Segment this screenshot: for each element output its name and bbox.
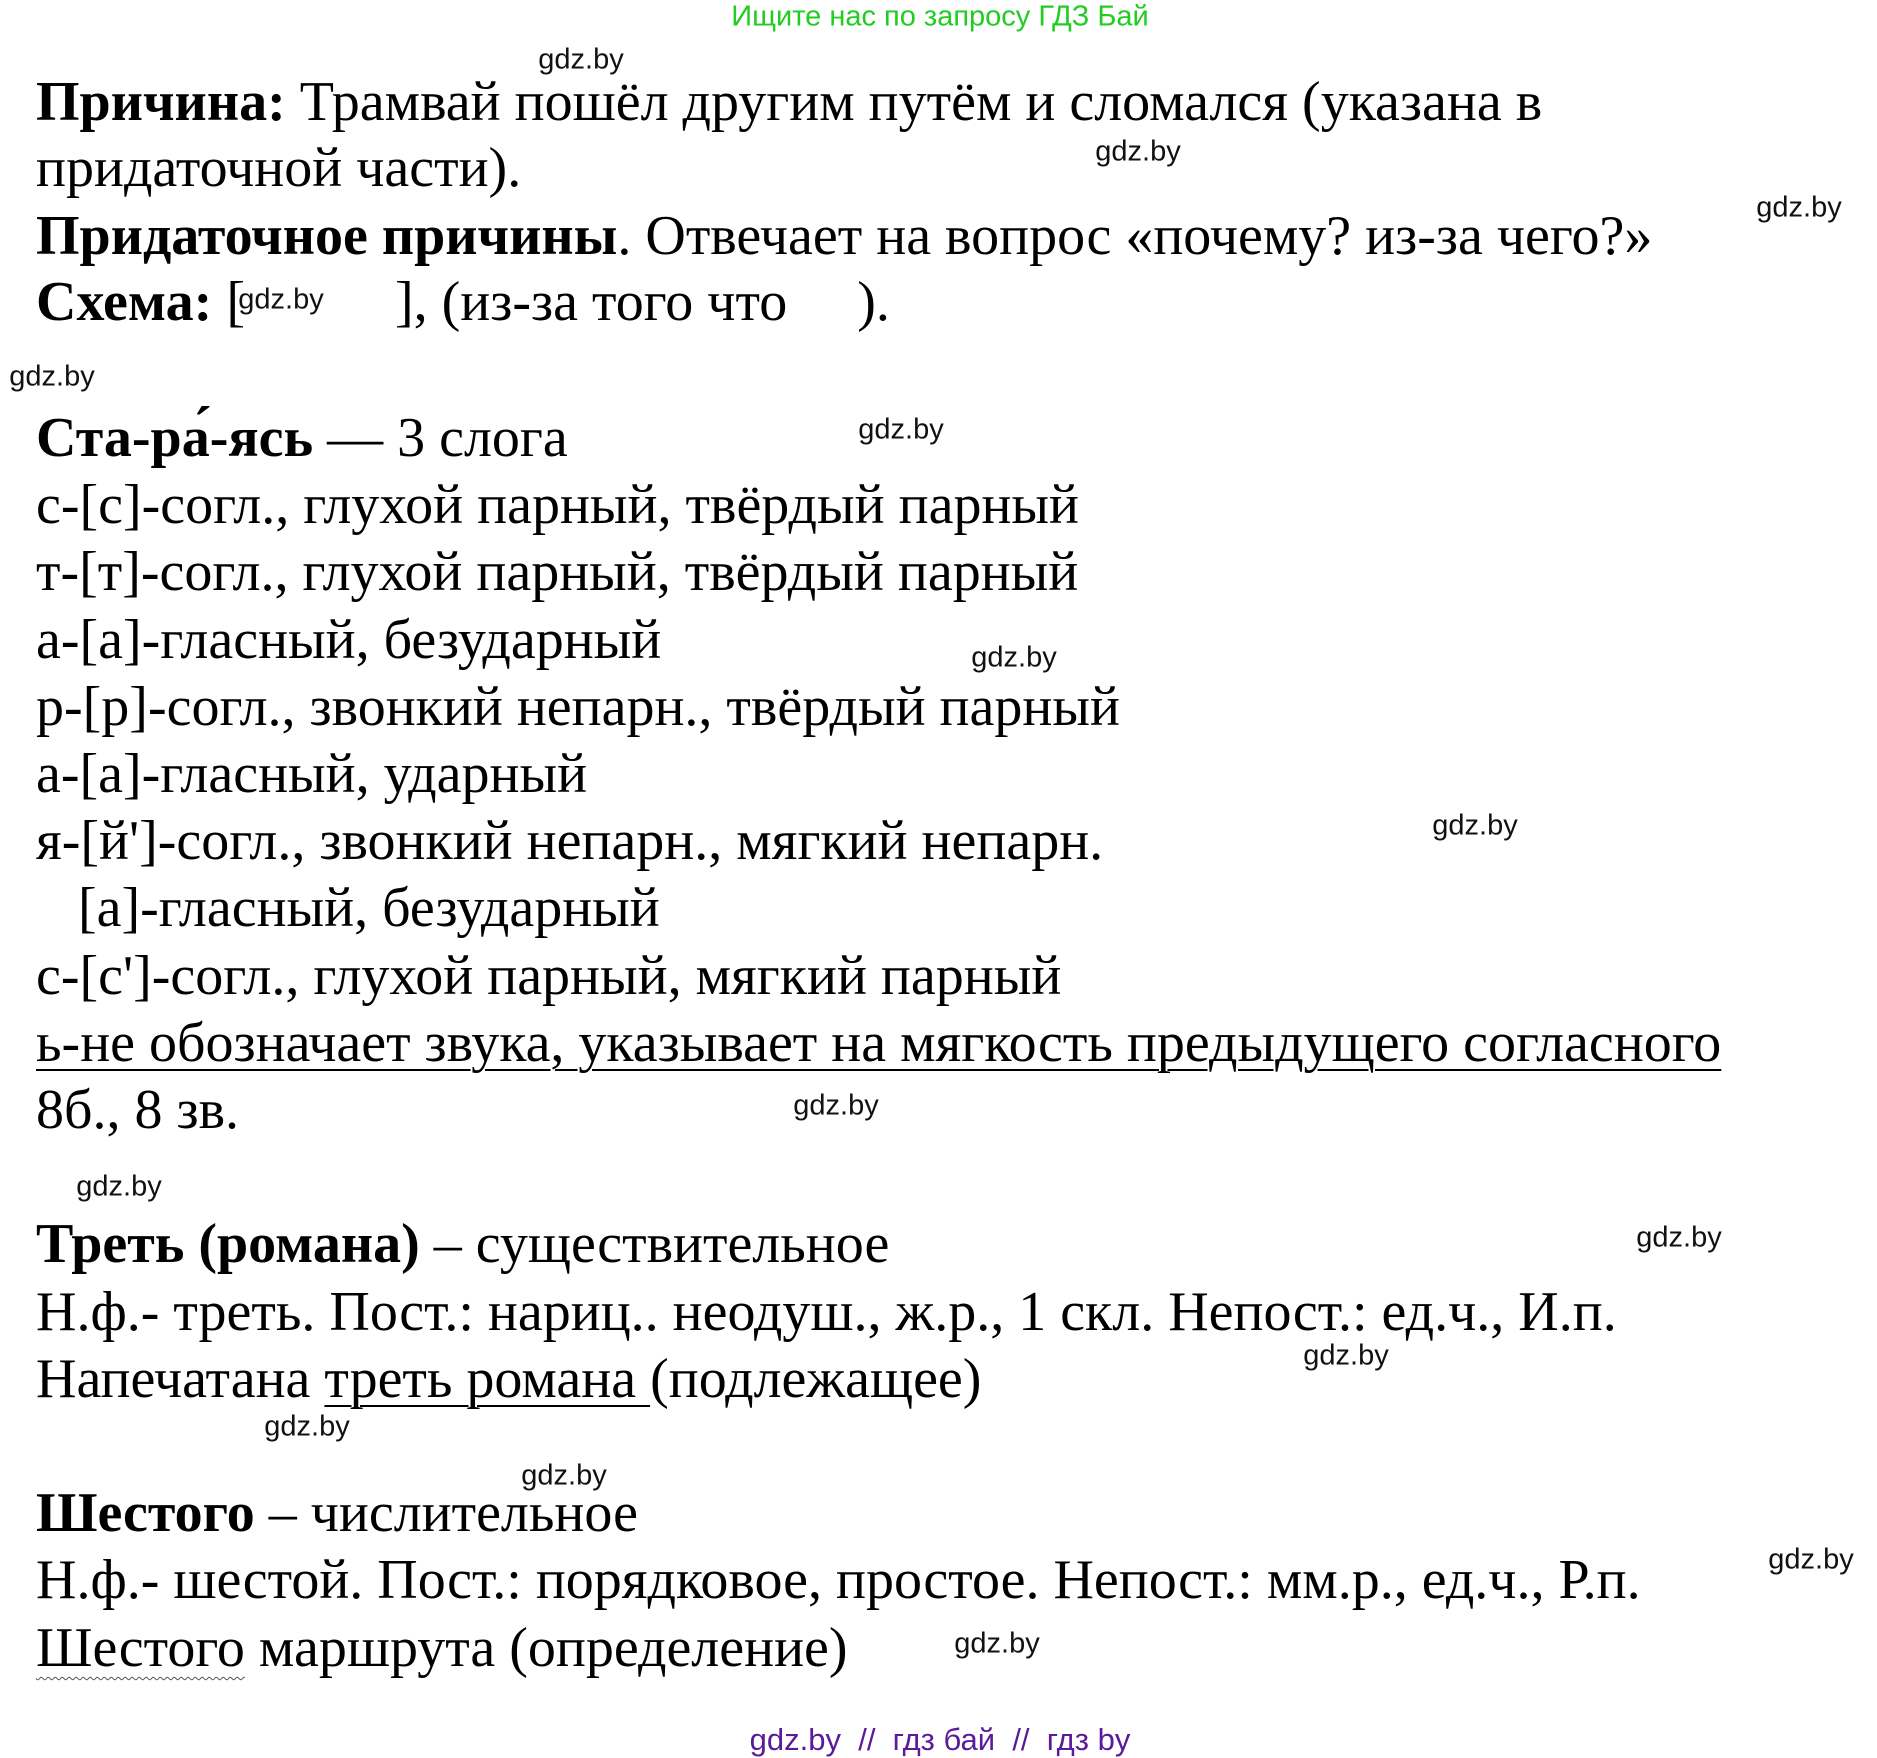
reason-line-cont: придаточной части).	[36, 137, 522, 199]
watermark: gdz.by	[793, 1089, 879, 1122]
watermark: gdz.by	[1636, 1221, 1722, 1254]
watermark: gdz.by	[1768, 1543, 1854, 1576]
phonetic-line: а-[а]-гласный, безударный	[36, 609, 662, 671]
scheme-open: [	[212, 271, 245, 333]
numeral-word: Шестого	[36, 1482, 255, 1544]
reason-label: Причина:	[36, 71, 286, 133]
syllable-count: — 3 слога	[313, 407, 568, 469]
watermark: gdz.by	[1432, 809, 1518, 842]
example-role: (подлежащее)	[650, 1348, 982, 1410]
numeral-example	[36, 1615, 848, 1681]
phonetic-summary: 8б., 8 зв.	[36, 1079, 240, 1141]
clause-type-text: . Отвечает на вопрос «почему? из-за чего?»	[617, 205, 1653, 267]
watermark: gdz.by	[538, 43, 624, 76]
noun-word: Треть (романа)	[36, 1213, 420, 1275]
phonetic-line: р-[р]-согл., звонкий непарн., твёрдый парный	[36, 676, 1120, 738]
scheme-label: Схема:	[36, 271, 213, 333]
noun-pos: – существительное	[419, 1213, 890, 1275]
example-role: маршрута (определение)	[244, 1617, 848, 1679]
footer-links: gdz.by // гдз бай // гдз by	[749, 1722, 1131, 1757]
watermark: gdz.by	[1756, 191, 1842, 224]
reason-text: Трамвай пошёл другим путём и сломался (указана в	[285, 71, 1543, 133]
watermark: gdz.by	[971, 641, 1057, 674]
scheme-end: ).	[857, 271, 890, 333]
clause-type-label: Придаточное причины	[36, 205, 618, 267]
watermark: gdz.by	[1095, 135, 1181, 168]
scheme-line	[36, 269, 890, 335]
watermark: gdz.by	[264, 1410, 350, 1443]
noun-title	[36, 1211, 889, 1277]
attribute-wavy: Шестого	[36, 1617, 245, 1679]
phonetic-line: с-[с']-согл., глухой парный, мягкий парный	[36, 945, 1062, 1007]
watermark: gdz.by	[1303, 1339, 1389, 1372]
example-pre: Напечатана	[36, 1348, 325, 1410]
noun-morph: Н.ф.- треть. Пост.: нариц.. неодуш., ж.р., 1 скл. Непост.: ед.ч., И.п.	[36, 1281, 1617, 1343]
watermark: gdz.by	[858, 413, 944, 446]
phonetic-title	[36, 405, 568, 471]
watermark: gdz.by	[238, 283, 324, 316]
scheme-close: ], (из-за того что	[394, 271, 788, 333]
word-syllables: Ста-ра́-ясь	[36, 407, 314, 469]
noun-example	[36, 1346, 981, 1412]
numeral-morph: Н.ф.- шестой. Пост.: порядковое, простое. Непост.: мм.р., ед.ч., Р.п.	[36, 1549, 1641, 1611]
phonetic-line-soft-sign: ь-не обозначает звука, указывает на мягкость предыдущего согласного	[36, 1012, 1722, 1074]
watermark: gdz.by	[9, 360, 95, 393]
watermark: gdz.by	[954, 1627, 1040, 1660]
watermark: gdz.by	[76, 1170, 162, 1203]
search-banner: Ищите нас по запросу ГДЗ Бай	[731, 0, 1149, 33]
reason-line	[36, 69, 1542, 135]
phonetic-line: я-[й']-согл., звонкий непарн., мягкий непарн.	[36, 810, 1104, 872]
clause-type-line	[36, 203, 1652, 269]
subject-underlined: треть романа	[324, 1348, 651, 1410]
phonetic-line: [а]-гласный, безударный	[36, 877, 660, 939]
numeral-pos: – числительное	[254, 1482, 638, 1544]
phonetic-line: с-[с]-согл., глухой парный, твёрдый парный	[36, 474, 1080, 536]
watermark: gdz.by	[521, 1459, 607, 1492]
phonetic-line: а-[а]-гласный, ударный	[36, 743, 588, 805]
phonetic-line: т-[т]-согл., глухой парный, твёрдый парный	[36, 541, 1079, 603]
